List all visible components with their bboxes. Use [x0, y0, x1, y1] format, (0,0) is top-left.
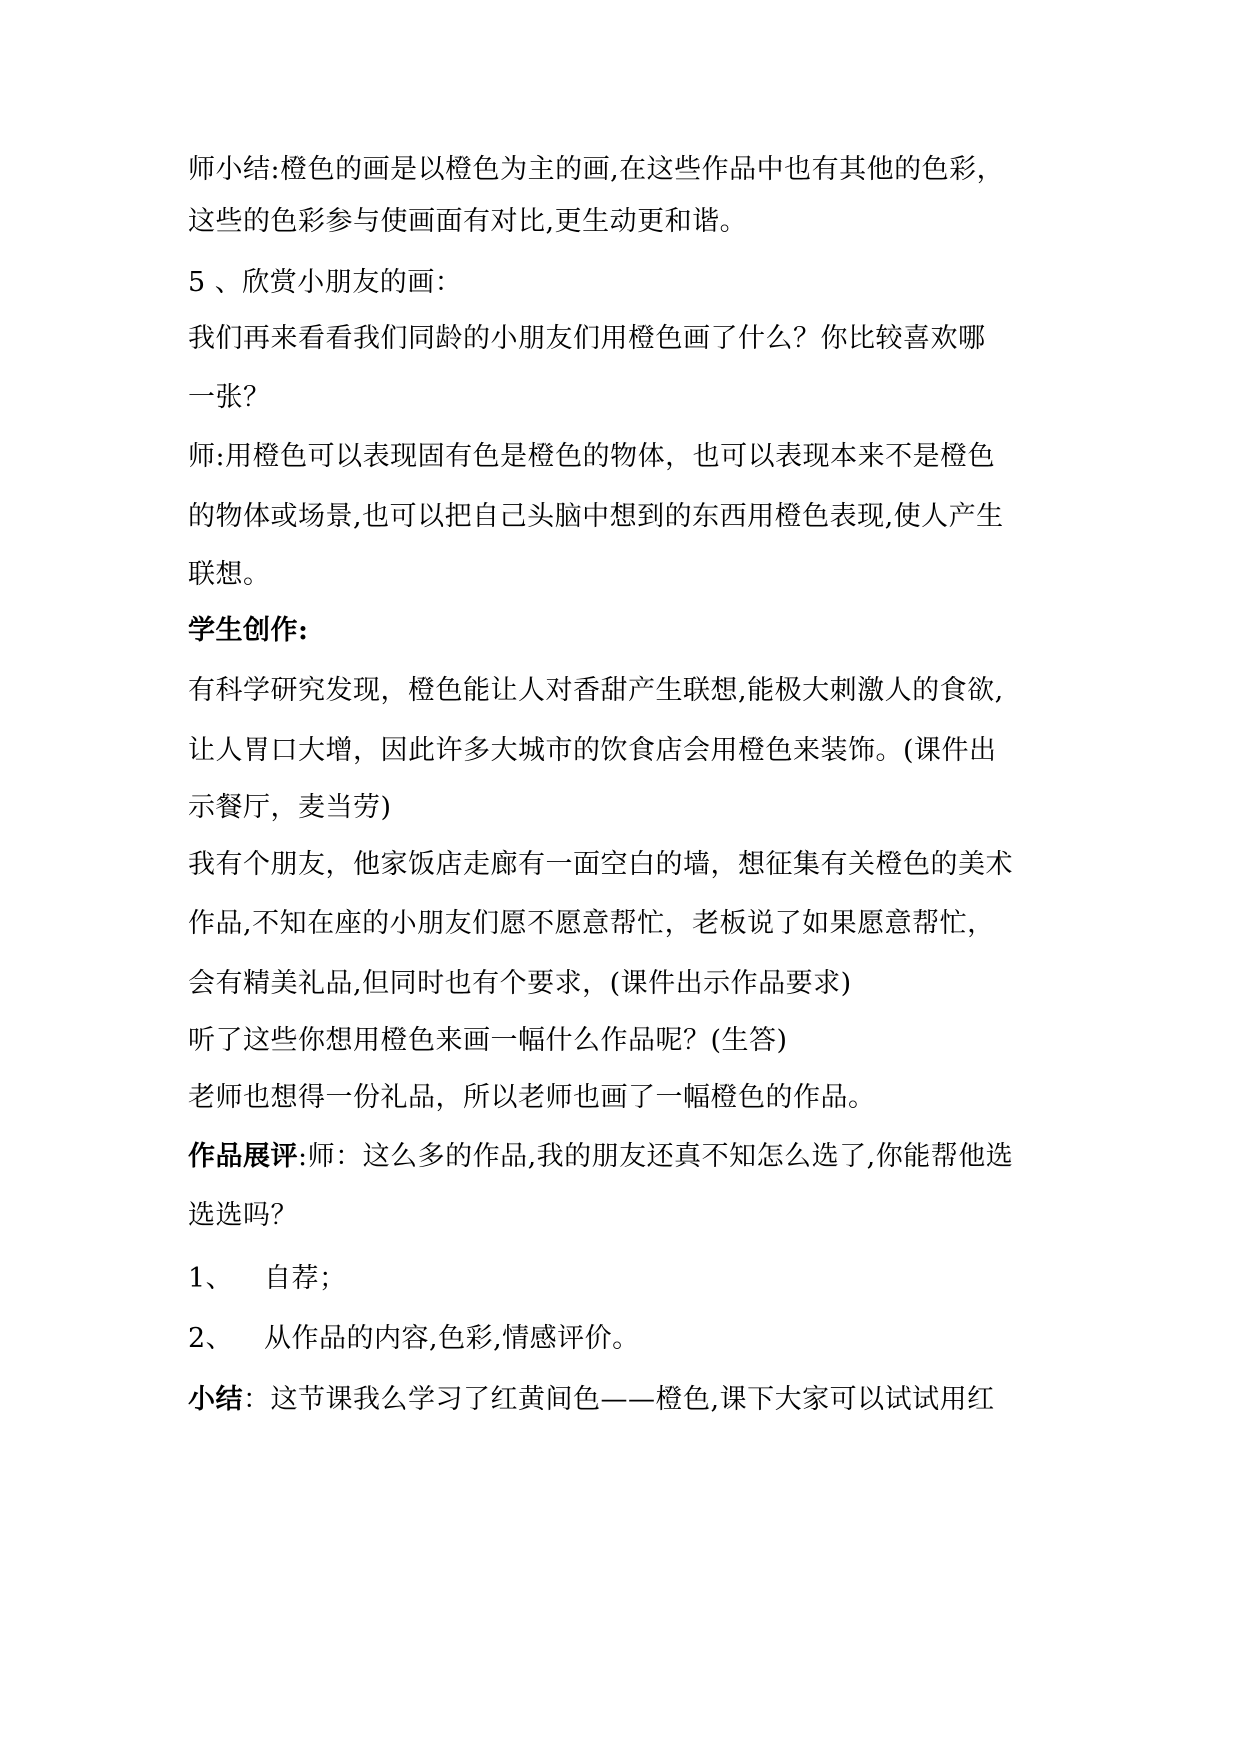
work-review-text: :师：这么多的作品,我的朋友还真不知怎么选了,你能帮他选: [298, 1141, 1014, 1172]
text-line-11: 示餐厅，麦当劳): [188, 792, 392, 823]
list-item-number: 2、: [188, 1323, 234, 1354]
text-line-1: 师小结:橙色的画是以橙色为主的画,在这些作品中也有其他的色彩，: [188, 154, 1005, 185]
text-line-6: 师:用橙色可以表现固有色是橙色的物体，也可以表现本来不是橙色: [188, 441, 996, 472]
text-line-13: 作品,不知在座的小朋友们愿不愿意帮忙，老板说了如果愿意帮忙，: [188, 908, 995, 939]
text-line-15: 听了这些你想用橙色来画一幅什么作品呢？(生答): [188, 1025, 788, 1056]
text-line-5: 一张？: [188, 382, 271, 413]
summary-line: [188, 1383, 1068, 1417]
text-line-9: 有科学研究发现，橙色能让人对香甜产生联想,能极大刺激人的食欲,: [188, 675, 1004, 706]
heading-summary: 小结: [188, 1384, 243, 1415]
list-item-text: 自荐；: [264, 1263, 347, 1294]
list-item-number: 1、: [188, 1263, 234, 1294]
text-line-10: 让人胃口大增，因此许多大城市的饮食店会用橙色来装饰。(课件出: [188, 735, 997, 766]
text-line-12: 我有个朋友，他家饭店走廊有一面空白的墙，想征集有关橙色的美术: [188, 849, 1013, 880]
list-item: [188, 1262, 1068, 1296]
text-line-2: 这些的色彩参与使画面有对比,更生动更和谐。: [188, 206, 748, 237]
text-line-8: 联想。: [188, 559, 271, 590]
summary-text: ：这节课我么学习了红黄间色——橙色,课下大家可以试试用红: [243, 1384, 995, 1415]
list-item-text: 从作品的内容,色彩,情感评价。: [264, 1323, 640, 1354]
text-line-17: 选选吗？: [188, 1200, 298, 1231]
heading-student-creation: 学生创作:: [188, 615, 309, 646]
text-line-16: 老师也想得一份礼品，所以老师也画了一幅橙色的作品。: [188, 1082, 876, 1113]
text-line-14: 会有精美礼品,但同时也有个要求，(课件出示作品要求): [188, 968, 852, 999]
text-line-4: 我们再来看看我们同龄的小朋友们用橙色画了什么？你比较喜欢哪: [188, 323, 986, 354]
heading-work-review: 作品展评: [188, 1141, 298, 1172]
text-line-3: 5 、欣赏小朋友的画：: [188, 267, 463, 298]
text-line-7: 的物体或场景,也可以把自己头脑中想到的东西用橙色表现,使人产生: [188, 501, 1004, 532]
list-item: [188, 1322, 1068, 1356]
work-review-line: [188, 1140, 1068, 1174]
